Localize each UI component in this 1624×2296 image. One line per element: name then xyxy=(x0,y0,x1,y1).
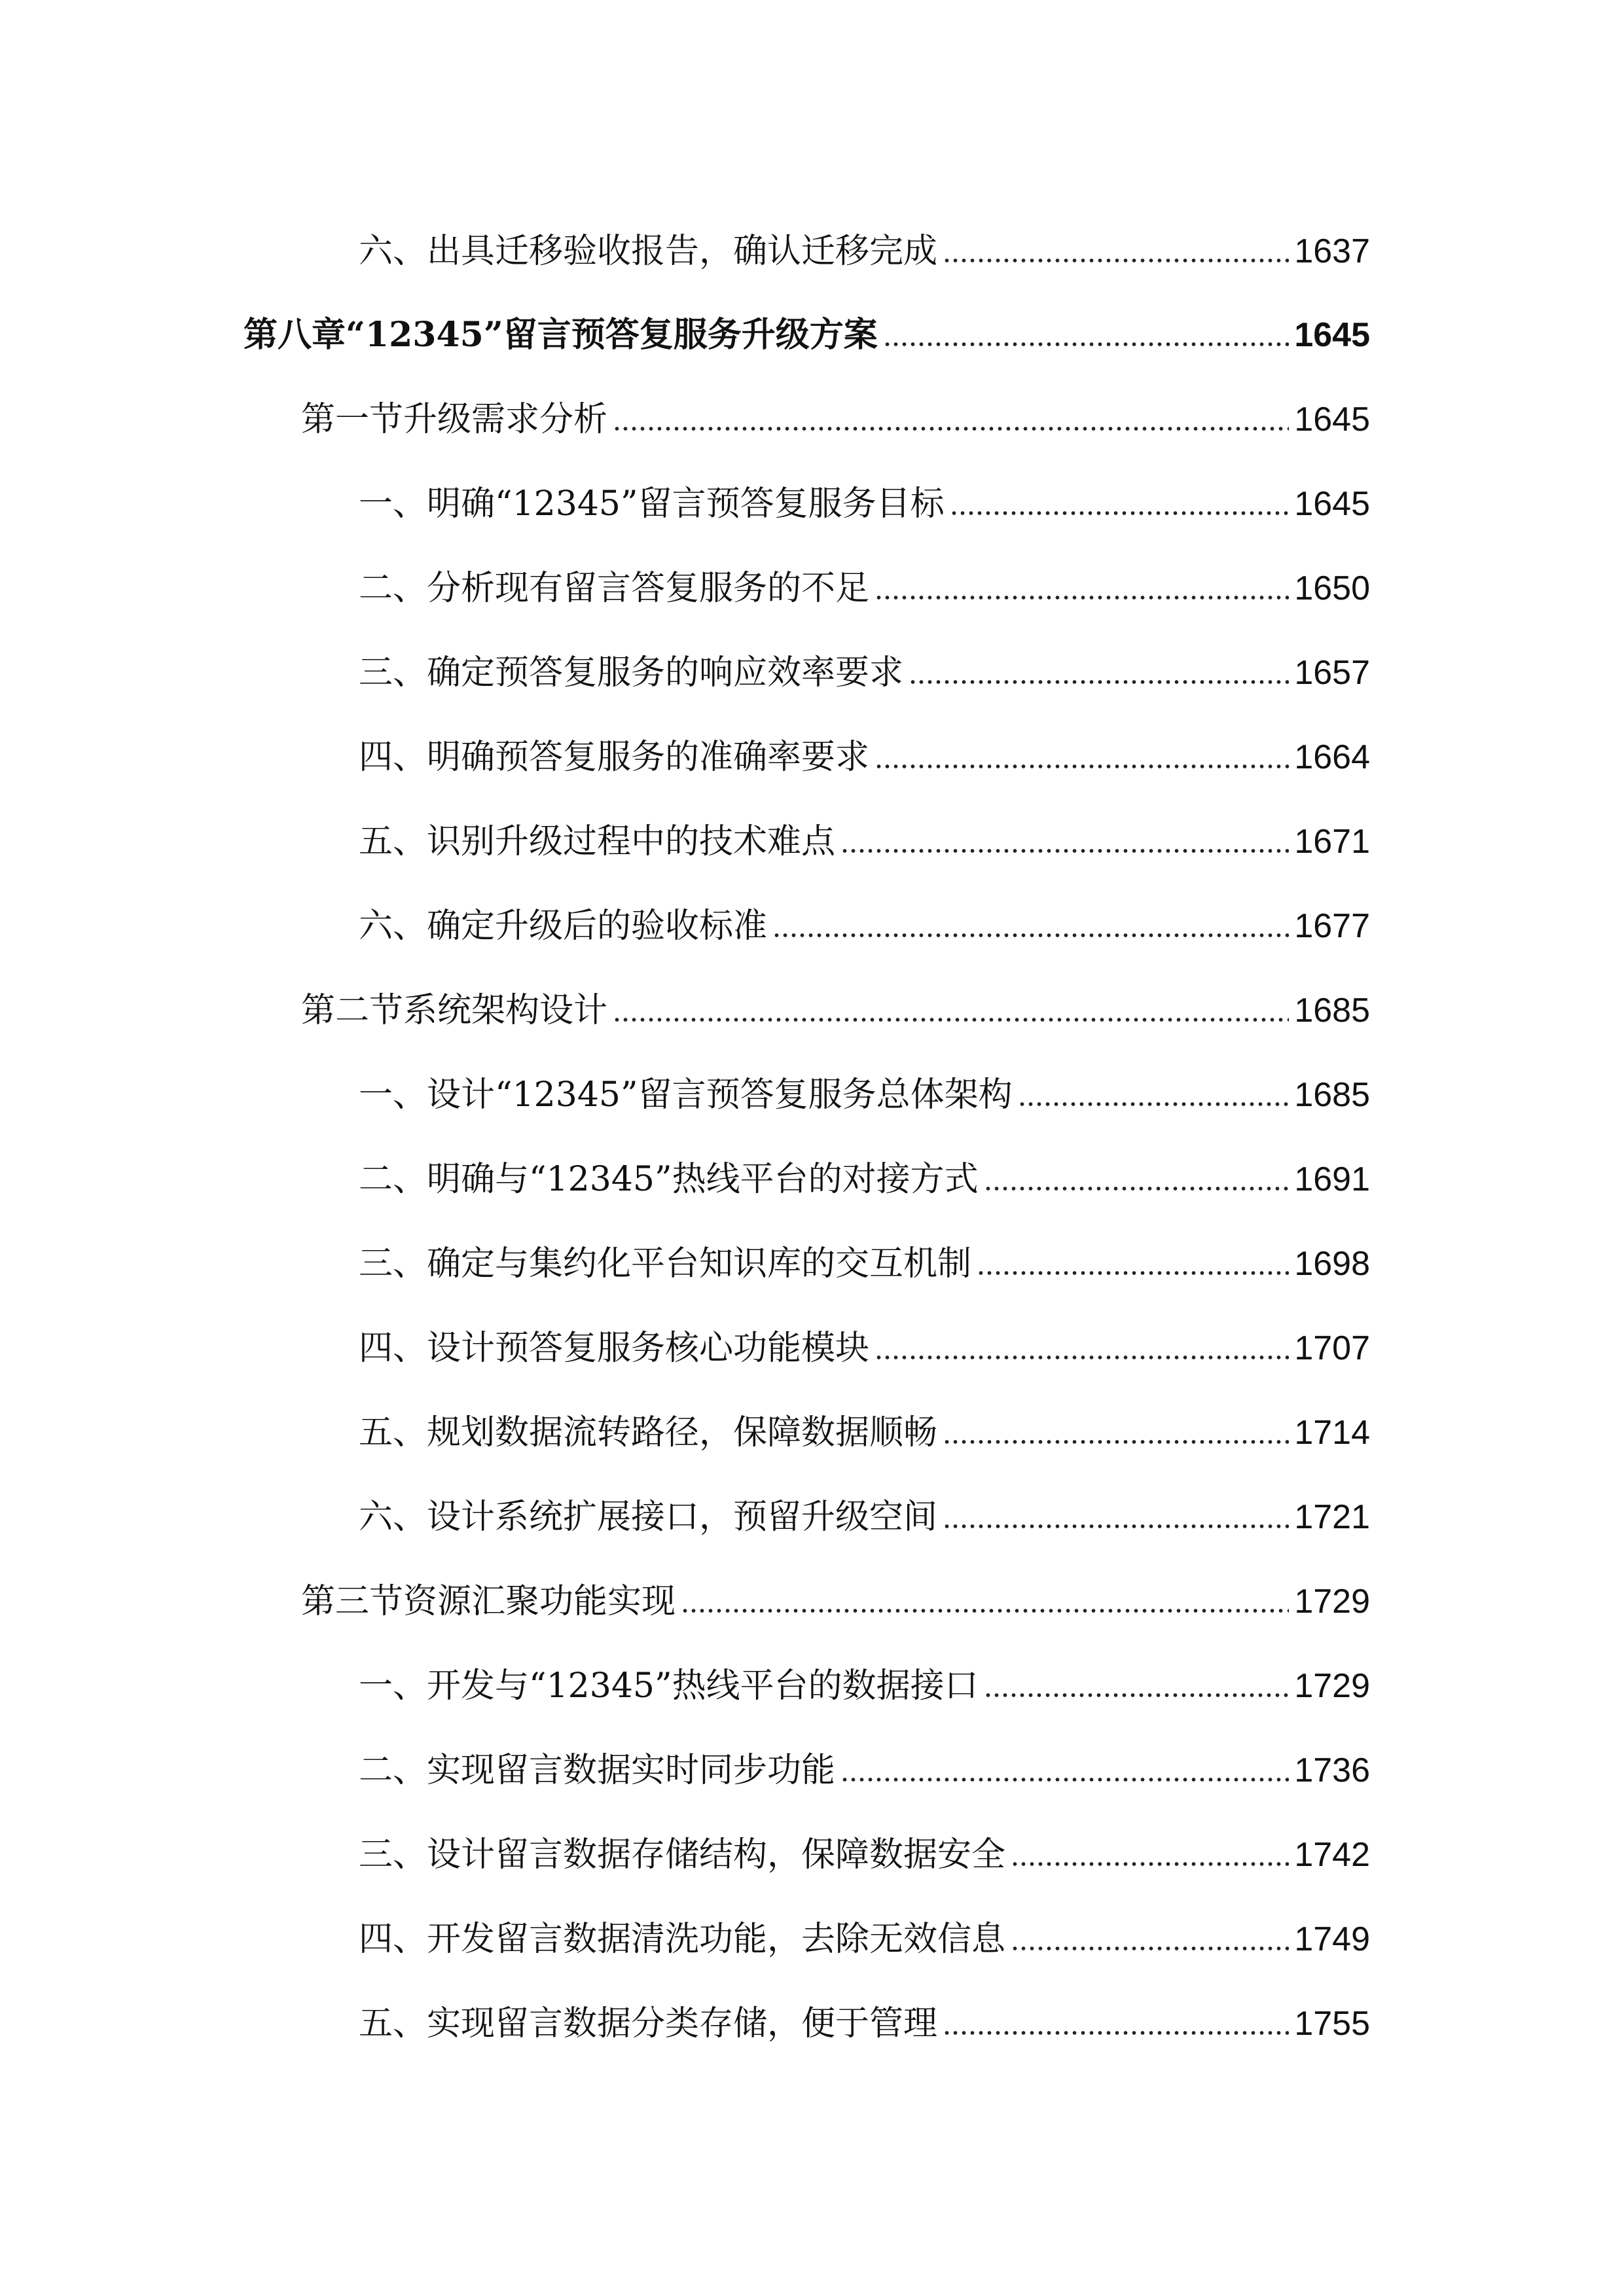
toc-entry[interactable] xyxy=(359,1138,1370,1200)
toc-entry[interactable] xyxy=(359,1306,1370,1369)
toc-dot-leader xyxy=(1011,1861,1289,1867)
toc-entry-page: 1729 xyxy=(1294,1667,1370,1705)
toc-entry[interactable] xyxy=(359,800,1370,863)
toc-entry-page: 1685 xyxy=(1294,1076,1370,1114)
toc-entry[interactable] xyxy=(359,1729,1370,1791)
toc-entry-title: 一、设计“12345”留言预答复服务总体架构 xyxy=(359,1075,1013,1115)
toc-entry[interactable] xyxy=(359,547,1370,609)
toc-entry[interactable] xyxy=(359,462,1370,525)
toc-entry-page: 1736 xyxy=(1294,1751,1370,1789)
toc-entry-page: 1637 xyxy=(1294,232,1370,270)
toc-entry-title: 四、设计预答复服务核心功能模块 xyxy=(359,1329,870,1368)
toc-entry-title: 三、设计留言数据存储结构，保障数据安全 xyxy=(359,1835,1006,1874)
toc-entry-page: 1664 xyxy=(1294,738,1370,776)
toc-dot-leader xyxy=(943,1524,1289,1529)
toc-entry[interactable] xyxy=(359,1053,1370,1116)
toc-entry-title: 三、确定预答复服务的响应效率要求 xyxy=(359,653,904,692)
toc-entry-title: 一、明确“12345”留言预答复服务目标 xyxy=(359,484,945,524)
toc-entry-page: 1645 xyxy=(1294,485,1370,523)
toc-entry[interactable] xyxy=(359,715,1370,778)
toc-entry[interactable] xyxy=(359,1982,1370,2045)
toc-dot-leader xyxy=(1018,1102,1290,1107)
toc-entry-section[interactable] xyxy=(301,1560,1370,1623)
toc-entry-title: 四、开发留言数据清洗功能，去除无效信息 xyxy=(359,1920,1006,1959)
toc-entry-title: 六、确定升级后的验收标准 xyxy=(359,906,768,946)
toc-entry-page: 1671 xyxy=(1294,823,1370,861)
toc-dot-leader xyxy=(613,426,1289,431)
toc-entry-page: 1721 xyxy=(1294,1498,1370,1536)
toc-entry[interactable] xyxy=(359,1897,1370,1960)
toc-dot-leader xyxy=(943,1439,1289,1444)
toc-dot-leader xyxy=(909,679,1289,685)
toc-entry-title: 五、规划数据流转路径，保障数据顺畅 xyxy=(359,1413,938,1452)
toc-entry-page: 1749 xyxy=(1294,1920,1370,1958)
toc-entry[interactable] xyxy=(359,209,1370,272)
toc-entry[interactable] xyxy=(359,1222,1370,1285)
toc-entry-title: 二、分析现有留言答复服务的不足 xyxy=(359,569,870,608)
toc-entry-title: 五、实现留言数据分类存储，便于管理 xyxy=(359,2004,938,2043)
toc-entry-chapter[interactable] xyxy=(244,293,1370,356)
toc-entry[interactable] xyxy=(359,1644,1370,1707)
toc-dot-leader xyxy=(984,1693,1290,1698)
toc-entry-title: 六、设计系统扩展接口，预留升级空间 xyxy=(359,1498,938,1537)
toc-entry-title: 二、实现留言数据实时同步功能 xyxy=(359,1751,836,1790)
toc-entry-title: 一、开发与“12345”热线平台的数据接口 xyxy=(359,1666,979,1706)
toc-dot-leader xyxy=(977,1270,1289,1276)
toc-dot-leader xyxy=(950,511,1290,516)
toc-entry-title: 第八章“12345”留言预答复服务升级方案 xyxy=(244,315,878,355)
toc-dot-leader xyxy=(681,1608,1289,1613)
toc-dot-leader xyxy=(840,848,1289,853)
toc-entry-title: 二、明确与“12345”热线平台的对接方式 xyxy=(359,1160,979,1199)
toc-entry[interactable] xyxy=(359,1813,1370,1876)
toc-dot-leader xyxy=(875,764,1289,769)
toc-entry-page: 1645 xyxy=(1294,401,1370,439)
toc-dot-leader xyxy=(883,342,1290,347)
toc-entry[interactable] xyxy=(359,631,1370,694)
toc-entry-title: 六、出具迁移验收报告，确认迁移完成 xyxy=(359,232,938,271)
toc-entry-page: 1677 xyxy=(1294,907,1370,945)
toc-dot-leader xyxy=(875,1355,1289,1360)
toc-entry-page: 1755 xyxy=(1294,2005,1370,2043)
toc-entry-section[interactable] xyxy=(301,969,1370,1031)
toc-entry-page: 1685 xyxy=(1294,992,1370,1030)
toc-dot-leader xyxy=(875,595,1289,600)
toc-entry[interactable] xyxy=(359,884,1370,947)
toc-entry-page: 1691 xyxy=(1294,1160,1370,1198)
toc-entry-page: 1707 xyxy=(1294,1329,1370,1367)
toc-entry-title: 第二节系统架构设计 xyxy=(301,991,608,1030)
toc-entry-title: 五、识别升级过程中的技术难点 xyxy=(359,822,836,861)
toc-entry-page: 1645 xyxy=(1294,316,1370,354)
toc-entry-title: 第三节资源汇聚功能实现 xyxy=(301,1582,676,1621)
toc-entry-page: 1698 xyxy=(1294,1245,1370,1283)
toc-entry-title: 第一节升级需求分析 xyxy=(301,400,608,439)
toc-entry-title: 三、确定与集约化平台知识库的交互机制 xyxy=(359,1244,972,1283)
toc-dot-leader xyxy=(984,1186,1290,1191)
toc-dot-leader xyxy=(943,2030,1289,2036)
toc-entry-page: 1742 xyxy=(1294,1836,1370,1874)
toc-entry[interactable] xyxy=(359,1391,1370,1454)
toc-entry-title: 四、明确预答复服务的准确率要求 xyxy=(359,738,870,777)
toc-entry-page: 1729 xyxy=(1294,1583,1370,1621)
toc-dot-leader xyxy=(1011,1946,1289,1951)
toc-entry[interactable] xyxy=(359,1475,1370,1538)
toc-entry-page: 1714 xyxy=(1294,1414,1370,1452)
toc-entry-section[interactable] xyxy=(301,378,1370,440)
toc-dot-leader xyxy=(840,1777,1289,1782)
toc-entry-page: 1650 xyxy=(1294,569,1370,607)
toc-dot-leader xyxy=(613,1017,1289,1022)
toc-dot-leader xyxy=(943,258,1289,263)
toc-dot-leader xyxy=(772,933,1289,938)
toc-entry-page: 1657 xyxy=(1294,654,1370,692)
